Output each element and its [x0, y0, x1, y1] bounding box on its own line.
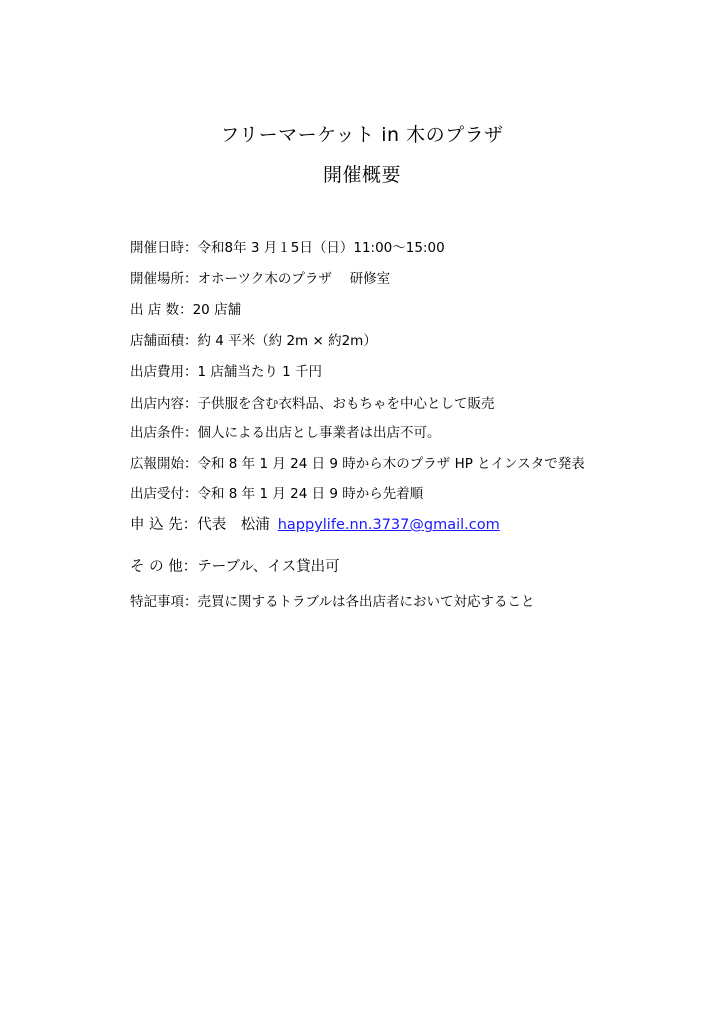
row-value: 令和8年 3 月１5日（日）11:00〜15:00 [197, 240, 445, 256]
info-row-date [130, 239, 445, 257]
row-value: 個人による出店とし事業者は出店不可。 [197, 425, 441, 441]
info-row-area [130, 332, 377, 350]
row-label: 特記事項： [130, 594, 198, 610]
row-label: 店舗面積： [130, 333, 198, 349]
row-value: テーブル、イス貸出可 [197, 559, 340, 575]
document-subtitle: 開催概要 [322, 164, 401, 186]
info-row-conditions [130, 424, 441, 442]
row-label: 出店受付： [130, 486, 198, 502]
row-value: 令和 8 年 1 月 24 日 9 時から先着順 [197, 486, 424, 502]
contact-email-link[interactable]: happylife.nn.3737@gmail.com [277, 517, 500, 533]
row-label: 出 店 数： [130, 302, 193, 318]
info-row-store-count [130, 301, 241, 319]
row-label: 広報開始： [130, 456, 198, 472]
row-value: オホーツク木のプラザ 研修室 [197, 271, 391, 287]
row-label: 開催日時： [130, 240, 198, 256]
info-row-content [130, 395, 495, 413]
info-row-publicity [130, 455, 585, 473]
info-row-contact [130, 516, 500, 534]
row-label: 出店内容： [130, 396, 198, 412]
document-title: フリーマーケット in 木のプラザ [220, 124, 504, 146]
row-label: 開催場所： [130, 271, 198, 287]
row-value: 1 店舗当たり 1 千円 [197, 364, 323, 380]
row-value: 約 4 平米（約 2m × 約2m） [197, 333, 377, 349]
row-label: 出店条件： [130, 425, 198, 441]
info-row-other [130, 558, 340, 576]
row-value: 子供服を含む衣料品、おもちゃを中心として販売 [197, 396, 495, 412]
row-label: 申 込 先： [130, 517, 198, 533]
row-label: 出店費用： [130, 364, 198, 380]
row-label: そ の 他： [130, 559, 198, 575]
row-value: 令和 8 年 1 月 24 日 9 時から木のプラザ HP とインスタで発表 [197, 456, 585, 472]
row-value: 20 店舗 [192, 302, 242, 318]
info-row-fee [130, 363, 322, 381]
row-value: 代表 松浦 [197, 517, 270, 533]
info-row-notes [130, 593, 534, 611]
info-row-reception [130, 485, 423, 503]
info-row-venue [130, 270, 390, 288]
row-value: 売買に関するトラブルは各出店者において対応すること [197, 594, 535, 610]
